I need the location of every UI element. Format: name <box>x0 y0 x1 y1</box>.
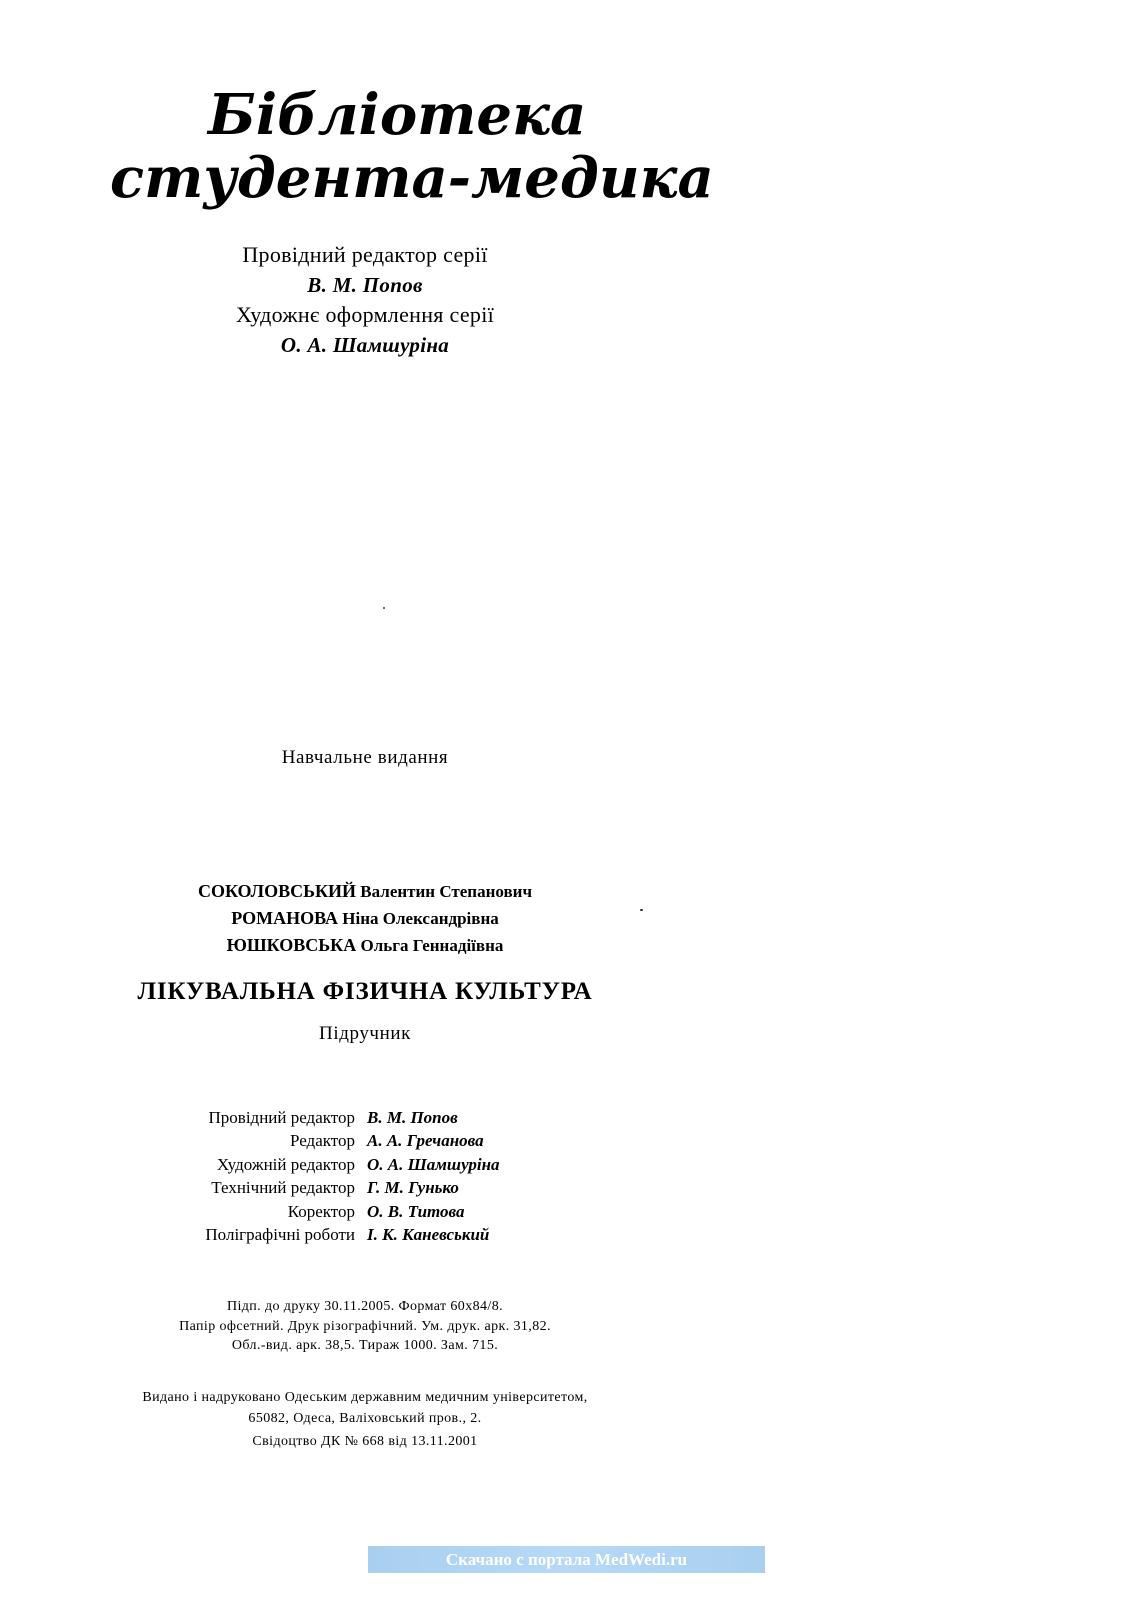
credit-name: І. К. Каневський <box>367 1225 490 1245</box>
series-logo-line1: Бібліотека <box>208 82 587 148</box>
series-editor-block <box>60 240 670 360</box>
book-title: ЛІКУВАЛЬНА ФІЗИЧНА КУЛЬТУРА <box>137 978 593 1005</box>
credit-name: О. В. Титова <box>367 1201 465 1221</box>
authors-list <box>60 878 670 959</box>
series-lead-editor-role: Провідний редактор серії <box>242 242 488 267</box>
publisher-line: Видано і надруковано Одеським державним медичним університетом, <box>142 1390 588 1405</box>
credit-role: Художній редактор <box>216 1154 355 1174</box>
author-given-name: Ольга Геннадіївна <box>360 936 504 955</box>
author-given-name: Валентин Степанович <box>360 882 533 901</box>
credit-name: А. А. Гречанова <box>367 1131 484 1151</box>
author-surname: СОКОЛОВСЬКИЙ <box>197 881 357 901</box>
author-given-name: Ніна Олександрівна <box>342 909 499 928</box>
credit-row <box>100 1223 620 1246</box>
publisher-info <box>60 1387 670 1452</box>
publisher-address: 65082, Одеса, Валіховський пров., 2. <box>248 1411 482 1426</box>
print-info-line: Підп. до друку 30.11.2005. Формат 60х84/8. <box>226 1299 504 1314</box>
credit-row <box>100 1106 620 1129</box>
series-art-design-role: Художнє оформлення серії <box>235 302 495 327</box>
credit-role: Провідний редактор <box>208 1108 355 1127</box>
author-line <box>60 878 670 905</box>
credit-role: Поліграфічні роботи <box>205 1225 355 1245</box>
credit-row <box>100 1200 620 1223</box>
credit-name: О. А. Шамшуріна <box>367 1154 500 1174</box>
credit-name: В. М. Попов <box>367 1108 458 1127</box>
series-logo-artwork <box>110 82 714 212</box>
credit-row <box>100 1176 620 1199</box>
series-logo-line2: студента-медика <box>110 145 714 211</box>
series-art-design-name: О. А. Шамшуріна <box>280 333 450 357</box>
print-info-line: Папір офсетний. Друк різографічний. Ум. друк. арк. 31,82. <box>179 1318 551 1334</box>
author-surname: ЮШКОВСЬКА <box>226 935 357 955</box>
credit-role: Технічний редактор <box>211 1178 355 1198</box>
credit-role: Коректор <box>287 1201 355 1221</box>
credit-name: Г. М. Гунько <box>367 1178 459 1198</box>
author-surname: РОМАНОВА <box>231 908 339 928</box>
download-watermark-link[interactable]: Скачано с портала MedWedi.ru <box>368 1546 765 1573</box>
author-line <box>60 932 670 959</box>
scan-speck <box>383 607 385 609</box>
print-info <box>60 1297 670 1356</box>
credit-row <box>100 1153 620 1176</box>
credit-role: Редактор <box>290 1131 355 1151</box>
publisher-certificate: Свідоцтво ДК № 668 від 13.11.2001 <box>252 1434 478 1449</box>
credit-row <box>100 1129 620 1152</box>
book-subtitle: Підручник <box>319 1023 411 1044</box>
print-info-line: Обл.-вид. арк. 38,5. Тираж 1000. Зам. 715. <box>231 1338 499 1353</box>
series-logo <box>110 82 714 212</box>
author-line <box>60 905 670 932</box>
credits-table <box>100 1106 620 1246</box>
edition-type: Навчальне видання <box>281 747 449 768</box>
series-lead-editor-name: В. М. Попов <box>307 273 423 297</box>
